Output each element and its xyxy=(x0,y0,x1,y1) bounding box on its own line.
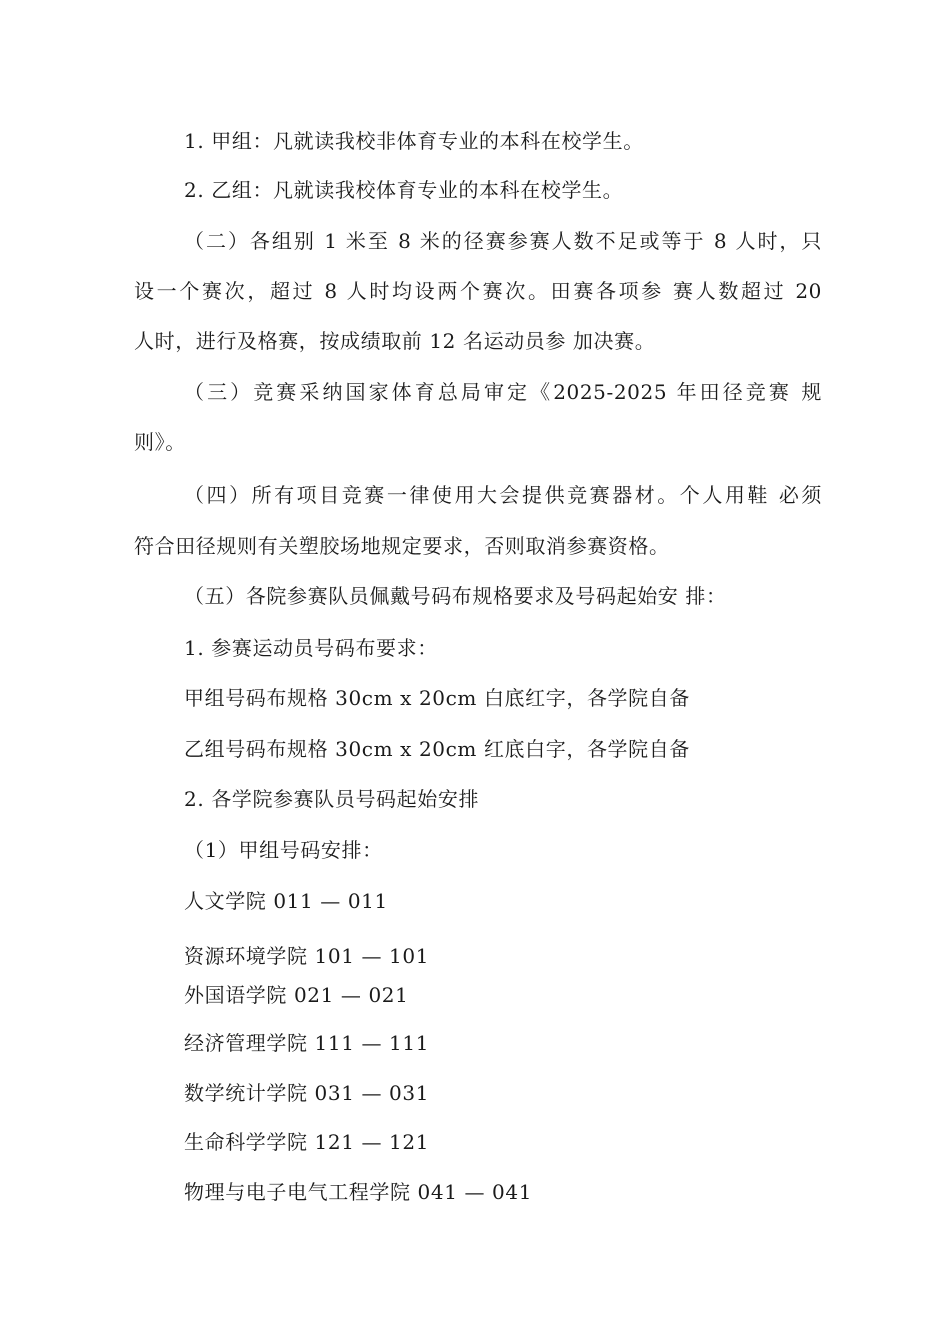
text-line: 外国语学院 021 — 021 xyxy=(184,983,409,1007)
text-line: 资源环境学院 101 — 101 xyxy=(184,944,430,968)
text-line: （五）各院参赛队员佩戴号码布规格要求及号码起始安 排： xyxy=(184,584,727,608)
text-line: （三）竞赛采纳国家体育总局审定《2025-2025 年田径竞赛 规 xyxy=(184,380,822,404)
text-line: 甲组号码布规格 30cm x 20cm 白底红字，各学院自备 xyxy=(184,686,690,710)
text-line: （1）甲组号码安排： xyxy=(184,838,383,862)
text-line: 2. 乙组：凡就读我校体育专业的本科在校学生。 xyxy=(184,178,624,202)
text-line: 物理与电子电气工程学院 041 — 041 xyxy=(184,1180,533,1204)
text-line: 人时，进行及格赛，按成绩取前 12 名运动员参 加决赛。 xyxy=(134,329,656,353)
text-line: 1. 甲组：凡就读我校非体育专业的本科在校学生。 xyxy=(184,129,644,153)
text-line: 则》。 xyxy=(134,430,186,454)
text-line: （二）各组别 1 米至 8 米的径赛参赛人数不足或等于 8 人时，只 xyxy=(184,229,822,253)
text-line: （四）所有项目竞赛一律使用大会提供竞赛器材。个人用鞋 必须 xyxy=(184,483,822,507)
text-line: 符合田径规则有关塑胶场地规定要求，否则取消参赛资格。 xyxy=(134,534,670,558)
text-line: 2. 各学院参赛队员号码起始安排 xyxy=(184,787,480,811)
text-line: 乙组号码布规格 30cm x 20cm 红底白字，各学院自备 xyxy=(184,737,690,761)
text-line: 人文学院 011 — 011 xyxy=(184,889,388,913)
text-line: 数学统计学院 031 — 031 xyxy=(184,1081,430,1105)
text-line: 1. 参赛运动员号码布要求： xyxy=(184,636,438,660)
text-line: 经济管理学院 111 — 111 xyxy=(184,1031,430,1055)
text-line: 设一个赛次，超过 8 人时均设两个赛次。田赛各项参 赛人数超过 20 xyxy=(134,279,822,303)
text-line: 生命科学学院 121 — 121 xyxy=(184,1130,430,1154)
